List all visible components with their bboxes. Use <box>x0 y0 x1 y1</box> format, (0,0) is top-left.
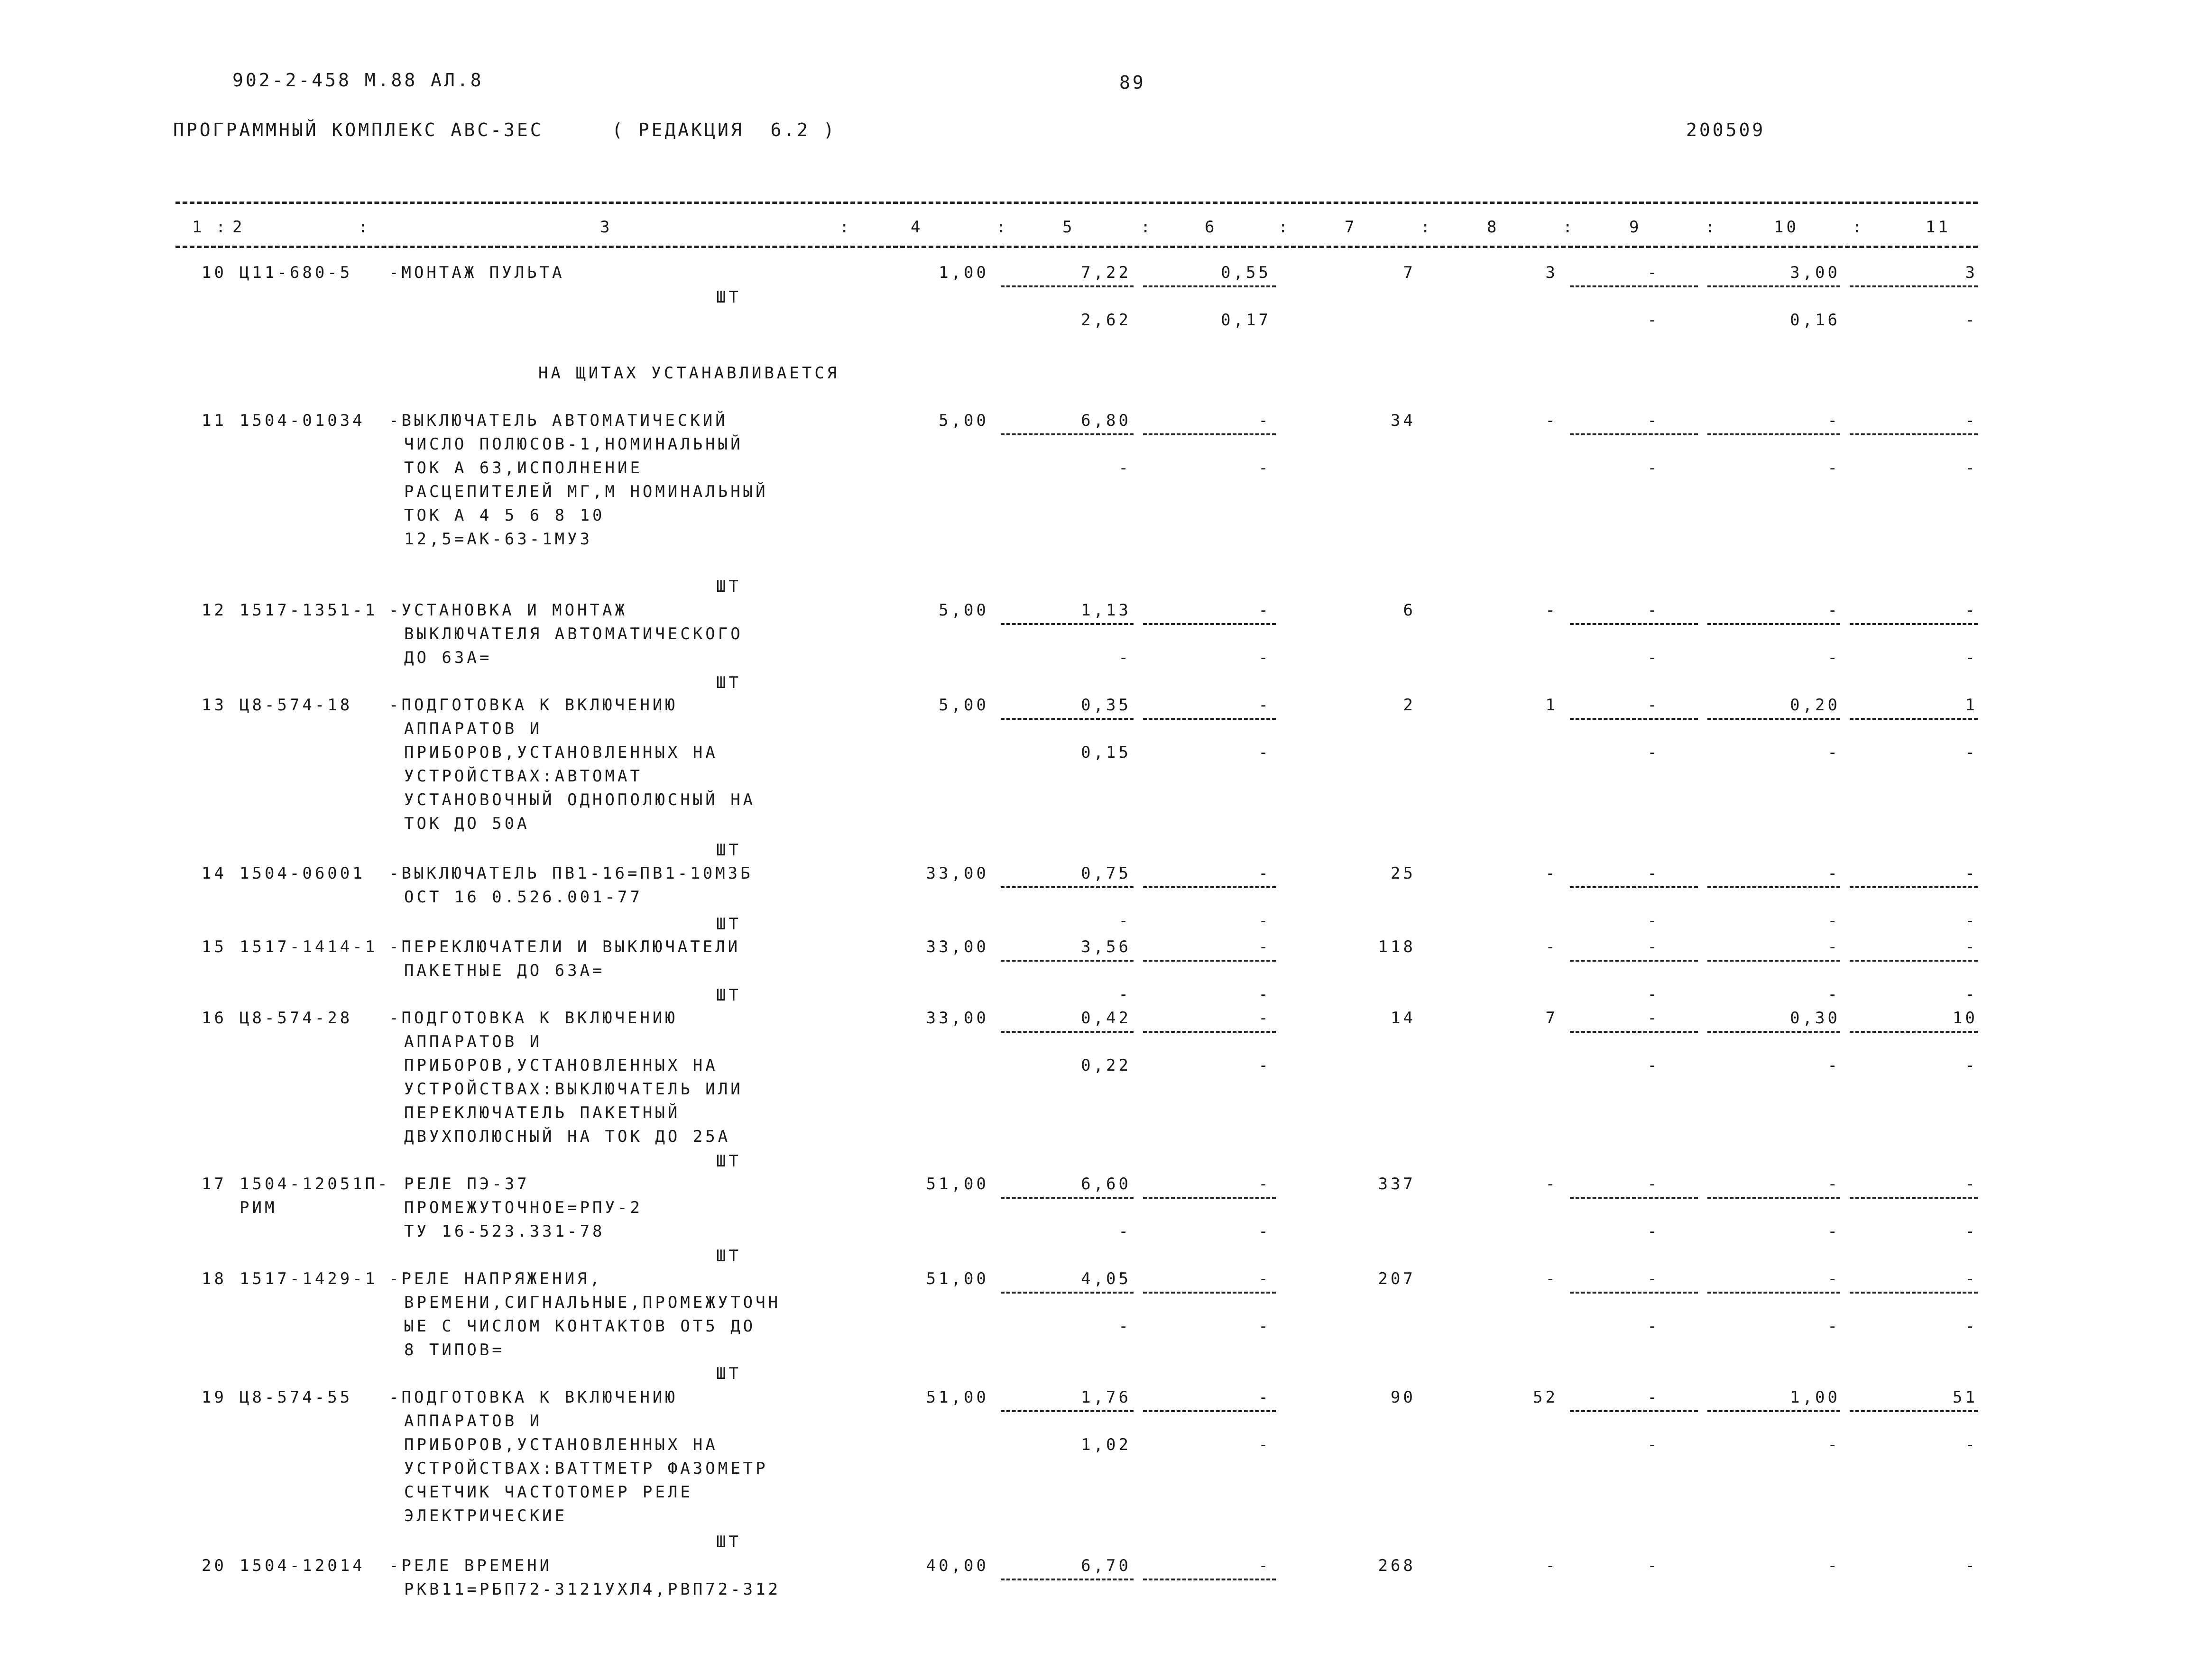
row-description: ОСТ 16 0.526.001-77 <box>404 888 643 907</box>
row-code: 1504-12051П- <box>240 1175 390 1193</box>
row-description: АППАРАТОВ И <box>404 1032 543 1051</box>
row-description: ПРОМЕЖУТОЧНОЕ=РПУ-2 <box>404 1198 643 1217</box>
row-number: 17 <box>202 1175 227 1193</box>
row-col8: 52 <box>1533 1388 1558 1407</box>
row-description: 12,5=АК-63-1МУЗ <box>404 530 593 549</box>
column-header: 6 <box>1205 218 1217 237</box>
row-quantity: 33,00 <box>926 1009 989 1028</box>
row-col11-second: - <box>1965 1435 1978 1454</box>
row-col9-second: - <box>1647 985 1660 1004</box>
row-col11: 3 <box>1965 263 1978 282</box>
row-description: ВРЕМЕНИ,СИГНАЛЬНЫЕ,ПРОМЕЖУТОЧН <box>404 1293 781 1312</box>
row-description: ДО 63А= <box>404 648 492 667</box>
subtotal-rule <box>1143 1410 1276 1412</box>
row-col11-second: - <box>1965 985 1978 1004</box>
row-description: ПЕРЕКЛЮЧАТЕЛЬ ПАКЕТНЫЙ <box>404 1103 681 1122</box>
row-col11: - <box>1965 1175 1978 1193</box>
row-description: -ВЫКЛЮЧАТЕЛЬ АВТОМАТИЧЕСКИЙ <box>389 411 728 430</box>
column-separator: : <box>1852 218 1865 237</box>
subtotal-rule <box>1570 960 1698 962</box>
row-col10: - <box>1827 601 1840 620</box>
row-col5: 6,80 <box>1081 411 1131 430</box>
column-header: 10 <box>1774 218 1799 237</box>
doc-number: 200509 <box>1686 119 1766 140</box>
row-unit: ШТ <box>716 1364 741 1383</box>
row-unit: ШТ <box>716 673 741 692</box>
row-col10: - <box>1827 937 1840 956</box>
row-description: СЧЕТЧИК ЧАСТОТОМЕР РЕЛЕ <box>404 1483 693 1502</box>
row-col6: - <box>1258 696 1271 715</box>
subtotal-rule <box>1001 433 1134 435</box>
subtotal-rule <box>1001 960 1134 962</box>
row-number: 15 <box>202 937 227 956</box>
row-col10: 3,00 <box>1790 263 1840 282</box>
row-col6-second: - <box>1258 648 1271 667</box>
row-description: ТОК А 63,ИСПОЛНЕНИЕ <box>404 459 643 477</box>
doc-code: 902-2-458 М.88 АЛ.8 <box>232 70 484 91</box>
row-description: УСТРОЙСТВАХ:АВТОМАТ <box>404 767 643 786</box>
row-description: АППАРАТОВ И <box>404 719 543 738</box>
row-description: ТОК А 4 5 6 8 10 <box>404 506 605 525</box>
row-col7: 34 <box>1391 411 1416 430</box>
program-title: ПРОГРАММНЫЙ КОМПЛЕКС АВС-3ЕС <box>173 119 544 140</box>
row-description: -ПЕРЕКЛЮЧАТЕЛИ И ВЫКЛЮЧАТЕЛИ <box>389 937 741 956</box>
subtotal-rule <box>1570 433 1698 435</box>
row-col11-second: - <box>1965 1056 1978 1075</box>
row-col6: - <box>1258 864 1271 883</box>
subtotal-rule <box>1850 886 1978 888</box>
subtotal-rule <box>1570 886 1698 888</box>
subtotal-rule <box>1707 1197 1840 1199</box>
row-col11-second: - <box>1965 648 1978 667</box>
row-col8: - <box>1545 1556 1558 1575</box>
row-code: Ц8-574-18 <box>240 696 353 715</box>
subtotal-rule <box>1570 1410 1698 1412</box>
subtotal-rule <box>1143 1197 1276 1199</box>
row-col10-second: - <box>1827 1222 1840 1241</box>
row-col11: 10 <box>1953 1009 1978 1028</box>
row-col9-second: - <box>1647 743 1660 762</box>
subtotal-rule <box>1850 623 1978 625</box>
row-col6: - <box>1258 1009 1271 1028</box>
subtotal-rule <box>1570 285 1698 287</box>
row-col8: 3 <box>1545 263 1558 282</box>
row-col11: - <box>1965 864 1978 883</box>
row-col9: - <box>1647 864 1660 883</box>
row-number: 18 <box>202 1269 227 1288</box>
row-description: -ВЫКЛЮЧАТЕЛЬ ПВ1-16=ПВ1-10МЗБ <box>389 864 753 883</box>
row-quantity: 5,00 <box>939 601 989 620</box>
row-col5: 0,35 <box>1081 696 1131 715</box>
row-description: -ПОДГОТОВКА К ВКЛЮЧЕНИЮ <box>389 1388 678 1407</box>
subtotal-rule <box>1850 960 1978 962</box>
subtotal-rule <box>1570 1197 1698 1199</box>
row-code: Ц8-574-28 <box>240 1009 353 1028</box>
subtotal-rule <box>1570 1031 1698 1033</box>
row-col7: 7 <box>1403 263 1416 282</box>
row-quantity: 5,00 <box>939 411 989 430</box>
row-quantity: 5,00 <box>939 696 989 715</box>
row-col6-second: - <box>1258 985 1271 1004</box>
row-col5-second: - <box>1118 648 1131 667</box>
row-code-continuation: РИМ <box>240 1198 277 1217</box>
row-col9: - <box>1647 1175 1660 1193</box>
row-col6: - <box>1258 1175 1271 1193</box>
row-col7: 118 <box>1378 937 1416 956</box>
row-col8: 1 <box>1545 696 1558 715</box>
subtotal-rule <box>1850 1197 1978 1199</box>
row-col11: - <box>1965 937 1978 956</box>
row-col11-second: - <box>1965 1222 1978 1241</box>
subtotal-rule <box>1143 433 1276 435</box>
row-number: 11 <box>202 411 227 430</box>
row-quantity: 40,00 <box>926 1556 989 1575</box>
row-col8: - <box>1545 864 1558 883</box>
row-quantity: 51,00 <box>926 1388 989 1407</box>
row-col10: - <box>1827 1269 1840 1288</box>
subtotal-rule <box>1850 285 1978 287</box>
row-unit: ШТ <box>716 577 741 596</box>
row-code: Ц11-680-5 <box>240 263 353 282</box>
subtotal-rule <box>1570 718 1698 720</box>
row-col9: - <box>1647 411 1660 430</box>
row-col5-second: 1,02 <box>1081 1435 1131 1454</box>
row-col6-second: - <box>1258 1056 1271 1075</box>
row-col9-second: - <box>1647 1435 1660 1454</box>
column-separator: : <box>358 218 371 237</box>
subtotal-rule <box>1850 1292 1978 1294</box>
column-separator: : <box>1563 218 1576 237</box>
row-description: РАСЦЕПИТЕЛЕЙ МГ,М НОМИНАЛЬНЫЙ <box>404 482 768 501</box>
subtotal-rule <box>1001 1197 1134 1199</box>
column-header: 8 <box>1487 218 1500 237</box>
subtotal-rule <box>1570 623 1698 625</box>
subtotal-rule <box>1707 1031 1840 1033</box>
row-col9: - <box>1647 601 1660 620</box>
row-col5-second: - <box>1118 1222 1131 1241</box>
subtotal-rule <box>1707 1292 1840 1294</box>
column-separator: : <box>839 218 852 237</box>
subtotal-rule <box>1850 718 1978 720</box>
row-unit: ШТ <box>716 986 741 1005</box>
column-separator: : <box>216 218 229 237</box>
column-header: 5 <box>1062 218 1075 237</box>
row-description: УСТРОЙСТВАХ:ВАТТМЕТР ФАЗОМЕТР <box>404 1459 768 1478</box>
row-col10: - <box>1827 411 1840 430</box>
row-description: РКВ11=РБП72-3121УХЛ4,РВП72-312 <box>404 1580 781 1599</box>
row-col7: 25 <box>1391 864 1416 883</box>
row-col7: 268 <box>1378 1556 1416 1575</box>
row-col9: - <box>1647 263 1660 282</box>
row-col11-second: - <box>1965 311 1978 330</box>
row-col9-second: - <box>1647 1222 1660 1241</box>
edition: ( РЕДАКЦИЯ 6.2 ) <box>612 119 837 140</box>
row-col5: 6,60 <box>1081 1175 1131 1193</box>
row-col10-second: - <box>1827 1056 1840 1075</box>
subtotal-rule <box>1707 886 1840 888</box>
header-rule-bottom <box>175 246 1978 248</box>
row-col11: 51 <box>1953 1388 1978 1407</box>
row-col8: 7 <box>1545 1009 1558 1028</box>
row-col6-second: - <box>1258 1222 1271 1241</box>
row-col6-second: 0,17 <box>1221 311 1271 330</box>
row-number: 19 <box>202 1388 227 1407</box>
row-col5: 0,75 <box>1081 864 1131 883</box>
column-header: 7 <box>1345 218 1357 237</box>
subtotal-rule <box>1001 1410 1134 1412</box>
row-col9-second: - <box>1647 459 1660 477</box>
row-col7: 6 <box>1403 601 1416 620</box>
row-col10: 0,30 <box>1790 1009 1840 1028</box>
subtotal-rule <box>1143 623 1276 625</box>
column-header: 2 <box>232 218 245 237</box>
row-description: -РЕЛЕ НАПРЯЖЕНИЯ, <box>389 1269 602 1288</box>
section-title: НА ЩИТАХ УСТАНАВЛИВАЕТСЯ <box>538 364 840 383</box>
row-description: -РЕЛЕ ВРЕМЕНИ <box>389 1556 553 1575</box>
row-col9: - <box>1647 1556 1660 1575</box>
subtotal-rule <box>1707 623 1840 625</box>
row-description: ЭЛЕКТРИЧЕСКИЕ <box>404 1506 568 1525</box>
row-code: 1517-1429-1 <box>240 1269 378 1288</box>
subtotal-rule <box>1570 1292 1698 1294</box>
subtotal-rule <box>1850 433 1978 435</box>
column-header: 4 <box>911 218 923 237</box>
row-col6: - <box>1258 411 1271 430</box>
row-description: ВЫКЛЮЧАТЕЛЯ АВТОМАТИЧЕСКОГО <box>404 624 743 643</box>
column-header: 11 <box>1926 218 1951 237</box>
row-code: 1517-1414-1 <box>240 937 378 956</box>
row-col9-second: - <box>1647 648 1660 667</box>
row-col11: - <box>1965 1269 1978 1288</box>
column-separator: : <box>996 218 1009 237</box>
row-description: ДВУХПОЛЮСНЫЙ НА ТОК ДО 25А <box>404 1127 731 1146</box>
row-description: -МОНТАЖ ПУЛЬТА <box>389 263 565 282</box>
row-number: 12 <box>202 601 227 620</box>
row-description: -УСТАНОВКА И МОНТАЖ <box>389 601 627 620</box>
row-quantity: 51,00 <box>926 1175 989 1193</box>
row-code: Ц8-574-55 <box>240 1388 353 1407</box>
row-col9: - <box>1647 1388 1660 1407</box>
row-col10: 1,00 <box>1790 1388 1840 1407</box>
row-col11: - <box>1965 411 1978 430</box>
row-description: ЫЕ С ЧИСЛОМ КОНТАКТОВ ОТ5 ДО <box>404 1317 756 1336</box>
column-separator: : <box>1278 218 1291 237</box>
row-col10-second: - <box>1827 459 1840 477</box>
subtotal-rule <box>1001 623 1134 625</box>
row-quantity: 33,00 <box>926 937 989 956</box>
row-col11: - <box>1965 601 1978 620</box>
row-col10: 0,20 <box>1790 696 1840 715</box>
row-col6: - <box>1258 1388 1271 1407</box>
row-col11-second: - <box>1965 743 1978 762</box>
row-col9: - <box>1647 696 1660 715</box>
row-col8: - <box>1545 1269 1558 1288</box>
row-col11-second: - <box>1965 459 1978 477</box>
row-col6-second: - <box>1258 743 1271 762</box>
row-description: ЧИСЛО ПОЛЮСОВ-1,НОМИНАЛЬНЫЙ <box>404 435 743 454</box>
subtotal-rule <box>1850 1031 1978 1033</box>
subtotal-rule <box>1143 886 1276 888</box>
subtotal-rule <box>1707 718 1840 720</box>
row-col5: 1,76 <box>1081 1388 1131 1407</box>
row-description: 8 ТИПОВ= <box>404 1340 505 1359</box>
subtotal-rule <box>1143 1292 1276 1294</box>
subtotal-rule <box>1707 960 1840 962</box>
row-col9-second: - <box>1647 311 1660 330</box>
row-description: -ПОДГОТОВКА К ВКЛЮЧЕНИЮ <box>389 1009 678 1028</box>
page-number: 89 <box>1119 72 1146 93</box>
row-quantity: 33,00 <box>926 864 989 883</box>
column-separator: : <box>1705 218 1718 237</box>
row-number: 20 <box>202 1556 227 1575</box>
subtotal-rule <box>1707 433 1840 435</box>
row-col5: 0,42 <box>1081 1009 1131 1028</box>
row-unit: ШТ <box>716 915 741 934</box>
row-col5-second: - <box>1118 1317 1131 1336</box>
subtotal-rule <box>1001 718 1134 720</box>
subtotal-rule <box>1143 1579 1276 1580</box>
row-col9: - <box>1647 937 1660 956</box>
row-col6-second: - <box>1258 459 1271 477</box>
row-code: 1504-06001 <box>240 864 365 883</box>
row-col8: - <box>1545 937 1558 956</box>
row-description: -ПОДГОТОВКА К ВКЛЮЧЕНИЮ <box>389 696 678 715</box>
row-col6: - <box>1258 601 1271 620</box>
row-col5-second: 0,22 <box>1081 1056 1131 1075</box>
subtotal-rule <box>1707 285 1840 287</box>
row-col5-second: 0,15 <box>1081 743 1131 762</box>
row-col9: - <box>1647 1009 1660 1028</box>
row-col10-second: - <box>1827 911 1840 930</box>
row-col6: - <box>1258 1556 1271 1575</box>
row-col6: 0,55 <box>1221 263 1271 282</box>
row-col6-second: - <box>1258 911 1271 930</box>
row-col10: - <box>1827 1175 1840 1193</box>
row-code: 1517-1351-1 <box>240 601 378 620</box>
row-unit: ШТ <box>716 288 741 307</box>
subtotal-rule <box>1001 1031 1134 1033</box>
subtotal-rule <box>1143 285 1276 287</box>
row-col8: - <box>1545 601 1558 620</box>
subtotal-rule <box>1001 1292 1134 1294</box>
row-col5: 1,13 <box>1081 601 1131 620</box>
row-col7: 90 <box>1391 1388 1416 1407</box>
row-code: 1504-12014 <box>240 1556 365 1575</box>
subtotal-rule <box>1001 886 1134 888</box>
subtotal-rule <box>1850 1410 1978 1412</box>
row-col8: - <box>1545 1175 1558 1193</box>
row-col8: - <box>1545 411 1558 430</box>
row-code: 1504-01034 <box>240 411 365 430</box>
row-description: УСТРОЙСТВАХ:ВЫКЛЮЧАТЕЛЬ ИЛИ <box>404 1080 743 1099</box>
row-col6: - <box>1258 1269 1271 1288</box>
row-unit: ШТ <box>716 1533 741 1551</box>
column-header: 1 <box>192 218 205 237</box>
row-description: ТУ 16-523.331-78 <box>404 1222 605 1241</box>
row-col10-second: - <box>1827 1317 1840 1336</box>
row-col10-second: - <box>1827 985 1840 1004</box>
row-description: ТОК ДО 50А <box>404 814 530 833</box>
row-col5-second: - <box>1118 911 1131 930</box>
row-col6-second: - <box>1258 1435 1271 1454</box>
row-number: 10 <box>202 263 227 282</box>
column-header: 3 <box>600 218 613 237</box>
row-col5: 4,05 <box>1081 1269 1131 1288</box>
row-description: ПРИБОРОВ,УСТАНОВЛЕННЫХ НА <box>404 743 718 762</box>
row-col9-second: - <box>1647 1317 1660 1336</box>
subtotal-rule <box>1143 960 1276 962</box>
subtotal-rule <box>1001 285 1134 287</box>
row-description: АППАРАТОВ И <box>404 1412 543 1431</box>
row-col11-second: - <box>1965 911 1978 930</box>
row-col11: 1 <box>1965 696 1978 715</box>
row-col7: 337 <box>1378 1175 1416 1193</box>
row-description: РЕЛЕ ПЭ-37 <box>404 1175 530 1193</box>
row-unit: ШТ <box>716 841 741 860</box>
row-col9-second: - <box>1647 1056 1660 1075</box>
row-col7: 14 <box>1391 1009 1416 1028</box>
row-col7: 2 <box>1403 696 1416 715</box>
row-col10: - <box>1827 1556 1840 1575</box>
row-unit: ШТ <box>716 1152 741 1171</box>
row-description: ПАКЕТНЫЕ ДО 63А= <box>404 961 605 980</box>
row-col10: - <box>1827 864 1840 883</box>
column-separator: : <box>1420 218 1433 237</box>
row-unit: ШТ <box>716 1247 741 1266</box>
row-col11: - <box>1965 1556 1978 1575</box>
header-rule-top <box>175 202 1978 204</box>
row-col5: 3,56 <box>1081 937 1131 956</box>
row-col7: 207 <box>1378 1269 1416 1288</box>
row-quantity: 1,00 <box>939 263 989 282</box>
row-col5: 6,70 <box>1081 1556 1131 1575</box>
subtotal-rule <box>1001 1579 1134 1580</box>
row-col9: - <box>1647 1269 1660 1288</box>
row-description: УСТАНОВОЧНЫЙ ОДНОПОЛЮСНЫЙ НА <box>404 790 756 809</box>
column-separator: : <box>1141 218 1153 237</box>
row-col5-second: 2,62 <box>1081 311 1131 330</box>
row-col10-second: - <box>1827 648 1840 667</box>
subtotal-rule <box>1143 1031 1276 1033</box>
subtotal-rule <box>1143 718 1276 720</box>
row-col6-second: - <box>1258 1317 1271 1336</box>
row-col5: 7,22 <box>1081 263 1131 282</box>
row-col10-second: - <box>1827 1435 1840 1454</box>
row-number: 14 <box>202 864 227 883</box>
row-number: 13 <box>202 696 227 715</box>
row-col10-second: 0,16 <box>1790 311 1840 330</box>
row-number: 16 <box>202 1009 227 1028</box>
row-col5-second: - <box>1118 459 1131 477</box>
row-col11-second: - <box>1965 1317 1978 1336</box>
row-col10-second: - <box>1827 743 1840 762</box>
row-col5-second: - <box>1118 985 1131 1004</box>
row-col6: - <box>1258 937 1271 956</box>
row-col9-second: - <box>1647 911 1660 930</box>
subtotal-rule <box>1707 1410 1840 1412</box>
row-description: ПРИБОРОВ,УСТАНОВЛЕННЫХ НА <box>404 1056 718 1075</box>
row-description: ПРИБОРОВ,УСТАНОВЛЕННЫХ НА <box>404 1435 718 1454</box>
row-quantity: 51,00 <box>926 1269 989 1288</box>
column-header: 9 <box>1629 218 1642 237</box>
